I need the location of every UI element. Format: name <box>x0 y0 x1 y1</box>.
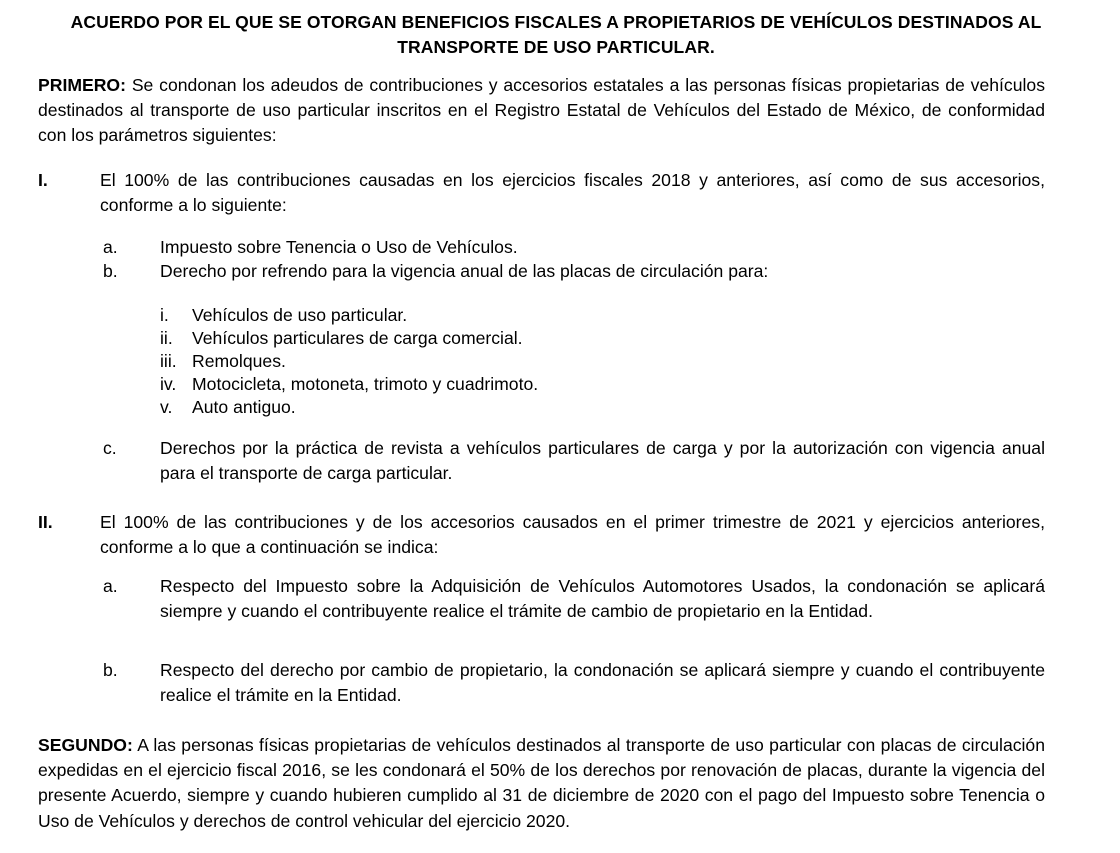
clause-ii-a-marker: a. <box>103 576 118 596</box>
clause-ii <box>38 510 1045 560</box>
clause-i-b-text: Derecho por refrendo para la vigencia anual de las placas de circulación para: <box>160 261 769 281</box>
clause-ii-text: El 100% de las contribuciones y de los accesorios causados en el primer trimestre de 2021 y ejercicios anteriores, conforme a lo que a continuación se indica: <box>100 512 1045 558</box>
clause-i-b-item-v-marker: v. <box>160 397 173 417</box>
clause-i-b-item-i-text: Vehículos de uso particular. <box>192 305 408 325</box>
clause-i-c-text: Derechos por la práctica de revista a vehículos particulares de carga y por la autorización con vigencia anual para el transporte de carga particular. <box>160 438 1045 484</box>
clause-segundo-label: SEGUNDO: <box>38 735 133 755</box>
clause-ii-a <box>103 574 1045 624</box>
clause-i-b-item-ii <box>160 326 860 351</box>
clause-i-b-item-i-marker: i. <box>160 305 169 325</box>
clause-i-b-item-i <box>160 303 860 328</box>
clause-i-b <box>103 259 1045 284</box>
clause-i-b-item-iii-text: Remolques. <box>192 351 286 371</box>
clause-primero <box>38 73 1045 149</box>
clause-i-a <box>103 235 1045 260</box>
clause-ii-b-marker: b. <box>103 660 118 680</box>
clause-i-b-item-v-text: Auto antiguo. <box>192 397 296 417</box>
clause-i-b-item-iv-text: Motocicleta, motoneta, trimoto y cuadrimoto. <box>192 374 539 394</box>
clause-ii-marker: II. <box>38 512 53 532</box>
clause-i-marker: I. <box>38 170 48 190</box>
clause-i-b-item-iv-marker: iv. <box>160 374 177 394</box>
clause-primero-label: PRIMERO: <box>38 75 126 95</box>
clause-i-text: El 100% de las contribuciones causadas en los ejercicios fiscales 2018 y anteriores, así como de sus accesorios, conforme a lo siguiente: <box>100 170 1045 216</box>
clause-i-b-item-ii-text: Vehículos particulares de carga comercial. <box>192 328 523 348</box>
clause-i <box>38 168 1045 218</box>
clause-i-b-marker: b. <box>103 261 118 281</box>
clause-segundo-text: A las personas físicas propietarias de vehículos destinados al transporte de uso particular con placas de circulación expedidas en el ejercicio fiscal 2016, se les condonará el 50% de los derechos por renovación de placas, durante la vigencia del presente Acuerdo, siempre y cuando hubieren cumplido al 31 de diciembre de 2020 con el pago del Impuesto sobre Tenencia o Uso de Vehículos y derechos de control vehicular del ejercicio 2020. <box>38 735 1045 831</box>
clause-i-c-marker: c. <box>103 438 117 458</box>
clause-ii-b-text: Respecto del derecho por cambio de propietario, la condonación se aplicará siempre y cuando el contribuyente realice el trámite en la Entidad. <box>160 660 1045 706</box>
clause-i-b-item-iii-marker: iii. <box>160 351 177 371</box>
clause-segundo <box>38 733 1045 834</box>
clause-ii-b <box>103 658 1045 708</box>
clause-i-a-text: Impuesto sobre Tenencia o Uso de Vehículos. <box>160 237 518 257</box>
clause-ii-a-text: Respecto del Impuesto sobre la Adquisición de Vehículos Automotores Usados, la condonación se aplicará siempre y cuando el contribuyente realice el trámite de cambio de propietario en la Entidad. <box>160 576 1045 622</box>
page-title: ACUERDO POR EL QUE SE OTORGAN BENEFICIOS FISCALES A PROPIETARIOS DE VEHÍCULOS DESTINADOS AL TRANSPORTE DE USO PARTICULAR. <box>70 12 1042 57</box>
clause-i-b-item-v <box>160 395 860 420</box>
clause-i-b-item-iii <box>160 349 860 374</box>
clause-i-c <box>103 436 1045 486</box>
clause-primero-text: Se condonan los adeudos de contribuciones y accesorios estatales a las personas físicas propietarias de vehículos destinados al transporte de uso particular inscritos en el Registro Estatal de Vehículos del Estado de México, de conformidad con los parámetros siguientes: <box>38 75 1045 146</box>
clause-i-b-item-iv <box>160 372 860 397</box>
clause-i-a-marker: a. <box>103 237 118 257</box>
clause-i-b-item-ii-marker: ii. <box>160 328 173 348</box>
